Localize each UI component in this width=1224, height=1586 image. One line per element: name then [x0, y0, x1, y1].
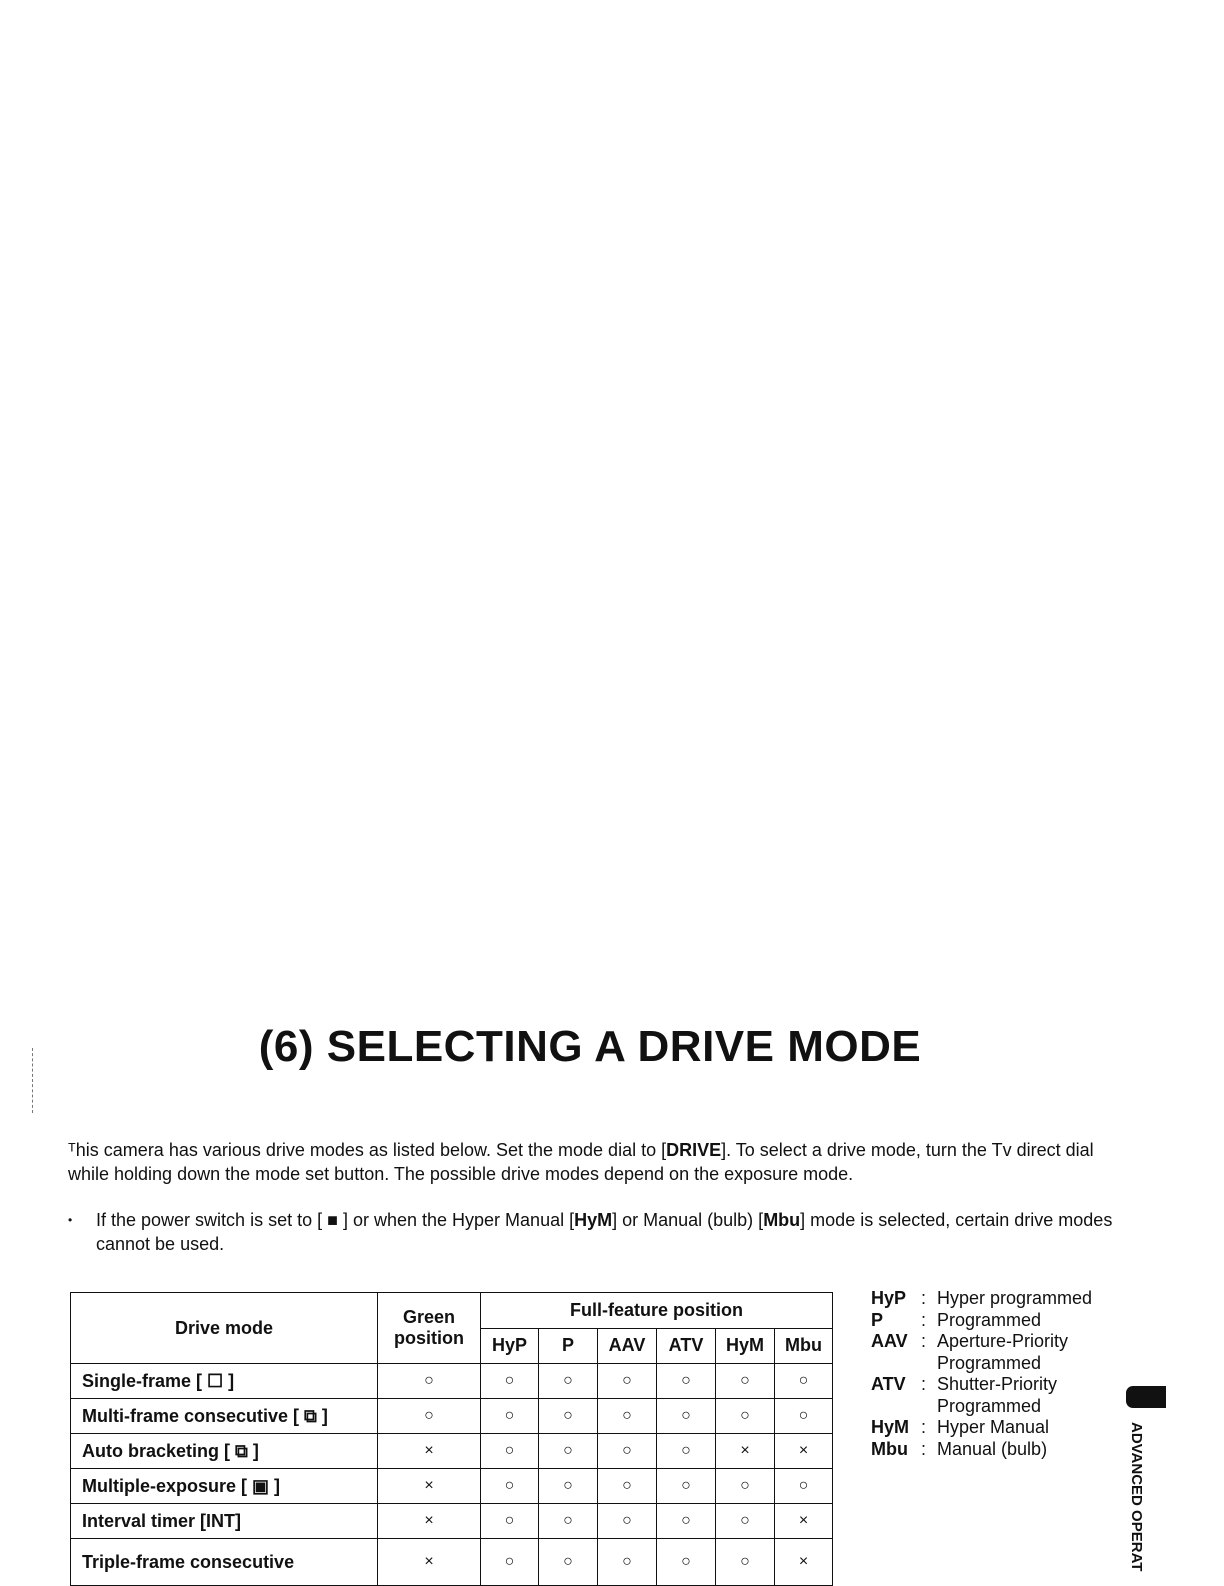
- cell: ○: [598, 1469, 657, 1504]
- note-part1: If the power switch is set to [: [96, 1210, 328, 1230]
- section-tab-marker: [1126, 1386, 1166, 1408]
- table-row: [71, 1504, 833, 1539]
- power-switch-icon: ■: [327, 1210, 338, 1230]
- legend-item: HyP : Hyper programmed: [871, 1288, 1121, 1310]
- header-green-position: Green position: [378, 1293, 481, 1364]
- drive-mode-table: [70, 1292, 833, 1586]
- cell: ○: [378, 1399, 481, 1434]
- row-label: Multi-frame consecutive [ ⧉ ]: [71, 1399, 378, 1434]
- legend-value: Programmed: [937, 1309, 1042, 1330]
- cell: ×: [775, 1434, 833, 1469]
- row-label: Interval timer [INT]: [71, 1504, 378, 1539]
- cell: ○: [539, 1434, 598, 1469]
- cell: ×: [775, 1504, 833, 1539]
- note-text: [96, 1208, 1128, 1256]
- column-header: HyM: [716, 1328, 775, 1364]
- cell: ○: [598, 1399, 657, 1434]
- cell: ○: [775, 1399, 833, 1434]
- table-row: [71, 1539, 833, 1586]
- cell: ○: [539, 1364, 598, 1399]
- legend-value: Shutter-Priority Programmed: [937, 1374, 1058, 1416]
- note-part3: ] or Manual (bulb) [: [612, 1210, 764, 1230]
- note-part2: ] or when the Hyper Manual [: [337, 1210, 575, 1230]
- section-side-label: ADVANCED OPERAT: [1128, 1422, 1145, 1572]
- legend-item: ATV : Shutter-Priority Programmed: [871, 1374, 1121, 1417]
- legend-item: AAV : Aperture-Priority Programmed: [871, 1331, 1121, 1374]
- table-row: [71, 1399, 833, 1434]
- cell: ○: [775, 1469, 833, 1504]
- legend-value: Manual (bulb): [937, 1438, 1048, 1459]
- header-full-feature-position: Full-feature position: [481, 1293, 833, 1329]
- row-label: Auto bracketing [ ⧉ ]: [71, 1434, 378, 1469]
- cell: ○: [598, 1504, 657, 1539]
- cell: ○: [716, 1364, 775, 1399]
- cell: ×: [775, 1539, 833, 1586]
- cell: ○: [539, 1399, 598, 1434]
- cell: ×: [716, 1434, 775, 1469]
- cell: ○: [716, 1399, 775, 1434]
- intro-paragraph: [68, 1138, 1128, 1186]
- cell: ○: [657, 1539, 716, 1586]
- cell: ×: [378, 1539, 481, 1586]
- row-label: Single-frame [ ☐ ]: [71, 1364, 378, 1399]
- cell: ○: [775, 1364, 833, 1399]
- column-header: AAV: [598, 1328, 657, 1364]
- legend-item: Mbu : Manual (bulb): [871, 1439, 1121, 1461]
- cell: ○: [657, 1399, 716, 1434]
- cell: ○: [716, 1469, 775, 1504]
- legend-key: P: [871, 1309, 884, 1330]
- note-part4: ] mode is selected, certain drive modes cannot be used.: [96, 1210, 1113, 1254]
- legend-item: HyM : Hyper Manual: [871, 1417, 1121, 1439]
- legend-key: AAV: [871, 1331, 908, 1351]
- intro-text-start: ᵀhis camera has various drive modes as listed below. Set the mode dial to [: [68, 1140, 667, 1160]
- cell: ○: [657, 1434, 716, 1469]
- column-header: HyP: [481, 1328, 539, 1364]
- cell: ○: [716, 1539, 775, 1586]
- note: [68, 1208, 1128, 1256]
- intro-text-end: ]. To select a drive mode, turn the Tv direct dial while holding down the mode set button. The possible drive modes depend on the exposure mode.: [68, 1140, 1094, 1184]
- mode-legend: [871, 1288, 1121, 1460]
- header-drive-mode: Drive mode: [71, 1293, 378, 1364]
- cell: ○: [539, 1539, 598, 1586]
- legend-item: P : Programmed: [871, 1310, 1121, 1332]
- row-label: Multiple-exposure [ ▣ ]: [71, 1469, 378, 1504]
- legend-key: Mbu: [871, 1438, 908, 1459]
- legend-value: Aperture-Priority Programmed: [937, 1331, 1069, 1373]
- cell: ○: [378, 1364, 481, 1399]
- cell: ○: [657, 1504, 716, 1539]
- cell: ×: [378, 1434, 481, 1469]
- note-bold-mbu: Mbu: [763, 1210, 801, 1230]
- cell: ○: [481, 1504, 539, 1539]
- intro-bold-drive: DRIVE: [666, 1140, 722, 1160]
- legend-value: Hyper Manual: [937, 1417, 1050, 1437]
- row-label: Triple-frame consecutive: [71, 1539, 378, 1586]
- cell: ○: [657, 1364, 716, 1399]
- cell: ○: [598, 1539, 657, 1586]
- column-header: P: [539, 1328, 598, 1364]
- cell: ○: [481, 1469, 539, 1504]
- cell: ○: [716, 1504, 775, 1539]
- column-header: ATV: [657, 1328, 716, 1364]
- cell: ○: [657, 1469, 716, 1504]
- cell: ○: [481, 1399, 539, 1434]
- note-bold-hym: HyM: [574, 1210, 613, 1230]
- cell: ○: [598, 1434, 657, 1469]
- cell: ○: [539, 1469, 598, 1504]
- column-header: Mbu: [775, 1328, 833, 1364]
- table-row: [71, 1434, 833, 1469]
- legend-key: HyP: [871, 1288, 907, 1308]
- cell: ×: [378, 1469, 481, 1504]
- cell: ○: [598, 1364, 657, 1399]
- table-row: [71, 1364, 833, 1399]
- note-bullet: •: [68, 1213, 73, 1227]
- page-title: (6) SELECTING A DRIVE MODE: [258, 1022, 922, 1071]
- table-row: [71, 1469, 833, 1504]
- legend-key: ATV: [871, 1374, 906, 1394]
- cell: ○: [481, 1539, 539, 1586]
- cell: ○: [481, 1364, 539, 1399]
- cell: ○: [481, 1434, 539, 1469]
- legend-key: HyM: [871, 1417, 910, 1437]
- legend-value: Hyper programmed: [937, 1288, 1093, 1308]
- cell: ×: [378, 1504, 481, 1539]
- cell: ○: [539, 1504, 598, 1539]
